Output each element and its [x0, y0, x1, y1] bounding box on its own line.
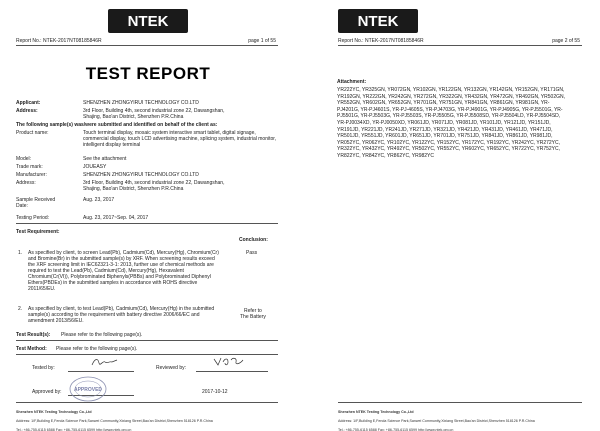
ntek-logo — [338, 9, 418, 33]
footer-contact: Tel.: +86-755-6115 6588 Fax: +86-755-6115 6599 http://www.ntek.org.cn — [16, 427, 132, 431]
reviewed-by-line — [196, 371, 268, 372]
requirement-item-2-conclusion: Refer to The Battery — [240, 308, 266, 320]
section-rule — [16, 223, 278, 224]
test-method-label: Test Method: — [16, 346, 47, 352]
requirement-item-2-number: 2. — [18, 306, 23, 312]
requirement-item-1-conclusion: Pass — [246, 250, 258, 256]
page-indicator: page 1 of 55 — [248, 38, 276, 44]
requirement-item-1-number: 1. — [18, 250, 23, 256]
approved-stamp — [68, 375, 108, 403]
samples-heading: The following sample(s) was/were submitted and identified on behalf of the client as: — [16, 122, 218, 128]
trade-mark-label: Trade mark: — [16, 164, 43, 170]
applicant-value: SHENZHEN ZHONGYIRUI TECHNOLOGY CO.LTD — [83, 100, 199, 106]
logo-text: NTEK — [357, 13, 399, 30]
footer-company: Shenzhen NTEK Testing Technology Co.,Ltd — [16, 409, 92, 414]
tested-by-signature — [90, 356, 120, 369]
report-title: TEST REPORT — [85, 64, 211, 83]
attachment-model-list: YR222YC, YR325GN, YR072GN, YR102GN, YR122GN, YR132GN, YR142GN, YR152GN, YR171GN, YR192GN, YR222GN, YR242GN, YR272GN, YR322GN, YR432GN, YR472GN, YR492GN, YR502GN, YR552GN, YR602GN, YR652GN, YR701GN, YR751GN, YR841GN, YR861GN, YR981GN, YR-PJ4201G, YR-PJ4601S, YR-PJ-4605S, YR-PJ4703G, YR-PJ4901G, YR-PJ4905G, YR-PJ5501G, YR-PJ5501G, YR-PJ5503G, YR-PJ5503S, YR-PJ5505G, YR-PJ5508SD, YR-PJ5504LD, YR-PJ5504SD, YR-PJ0034XD, YR-PJ0050XD, YR061JD, YR071JD, YR081JD, YR101JD, YR121JD, YR151JD, YR191JD, YR221JD, YR241JD, YR271JD, YR321JD, YR421JD, YR431JD, YR461JD, YR471JD, YR501JD, YR551JD, YR601JD, YR651JD, YR701JD, YR751JD, YR841JD, YR861JD, YR981JD, YR052YC, YR062YC, YR102YC, YR122YC, YR152YC, YR172YC, YR192YC, YR242YC, YR272YC, YR322YC, YR432YC, YR492YC, YR502YC, YR552YC, YR602YC, YR652YC, YR722YC, YR752YC, YR822YC, YR842YC, YR862YC, YR982YC — [337, 87, 565, 159]
footer-address: Address: 1/F,Building E,Fenda Science Park,Sanwei Community,Xixiang Street,Bao'an District,Shenzhen 518126 P.R.China — [16, 418, 213, 423]
applicant-address-label: Address: — [16, 108, 38, 114]
requirement-heading: Test Requirement: — [16, 229, 60, 235]
test-method-value: Please refer to the following page(s). — [56, 346, 138, 352]
report-page-2 — [310, 0, 594, 431]
approved-by-label: Approved by: — [32, 389, 62, 395]
model-value: See the attachment — [83, 156, 127, 162]
applicant-label: Applicant: — [16, 100, 41, 106]
product-value: Touch terminal display, mosaic system interactive smart tablet, digital signage, commercial display, touch LCD advertising machine, splicing system, industrial monitor, intelligent display terminal — [83, 130, 277, 148]
model-label: Model: — [16, 156, 32, 162]
logo-text: NTEK — [127, 13, 169, 30]
testing-period-label: Testing Period: — [16, 215, 50, 221]
footer-rule — [338, 402, 582, 403]
approved-date: 2017-10-12 — [202, 389, 228, 395]
footer — [310, 405, 594, 431]
footer-contact: Tel.: +86-755-6115 6588 Fax: +86-755-6115 6599 http://www.ntek.org.cn — [338, 427, 454, 431]
tested-by-label: Tested by: — [32, 365, 55, 371]
test-result-value: Please refer to the following page(s). — [61, 332, 143, 338]
stamp-text: APPROVED — [73, 387, 103, 393]
manufacturer-label: Manufacturer: — [16, 172, 47, 178]
report-page-1 — [6, 0, 290, 431]
footer-rule — [16, 402, 278, 403]
report-number: Report No.: NTEK-2017NT08185846R — [16, 38, 102, 44]
testing-period-value: Aug. 23, 2017~Sep. 04, 2017 — [83, 215, 149, 221]
page-indicator: page 2 of 55 — [552, 38, 580, 44]
reviewed-by-label: Reviewed by: — [156, 365, 187, 371]
sample-received-value: Aug. 23, 2017 — [83, 197, 115, 203]
trade-mark-value: JOUEASY — [83, 164, 107, 170]
footer — [6, 405, 290, 431]
product-label: Product name: — [16, 130, 49, 136]
requirement-item-1: As specified by client, to screen Lead(Pb), Cadmium(Cd), Mercury(Hg), Chromium(Cr) and Bromine(Br) in the submitted sample(s) by XRF. When screening results exceed the XRF screening limit in IEC62321-3-1: 2013, further use of chemical methods are required to test the Lead(Pb), Cadmium(Cd), Mercury(Hg), Hexavalent Chromium(Cr(VI)), Polybrominated Biphenyls(PBBs) and Polybrominated Diphenyl Ethers(PBDEs) in the submitted samples in accordance with ROHS directive 2011/65/EU. — [28, 250, 219, 292]
footer-company: Shenzhen NTEK Testing Technology Co.,Ltd — [338, 409, 414, 414]
header-rule — [338, 45, 582, 46]
reviewed-by-signature — [212, 355, 246, 368]
attachment-label: Attachment: — [337, 79, 367, 85]
report-number: Report No.: NTEK-2017NT08185846R — [338, 38, 424, 44]
footer-address: Address: 1/F,Building E,Fenda Science Park,Sanwei Community,Xixiang Street,Bao'an District,Shenzhen 518126 P.R.China — [338, 418, 535, 423]
sample-received-label: Sample Received Date: — [16, 197, 56, 209]
test-result-label: Test Result(s): — [16, 332, 51, 338]
tested-by-line — [68, 371, 134, 372]
conclusion-heading: Conclusion: — [239, 237, 268, 243]
manufacturer-address: 3rd Floor, Building 4th, second industrial zone 22, Dawangshan, Shajing, Bao'an District, Shenzhen P.R.China — [83, 180, 225, 192]
header-rule — [16, 45, 278, 46]
result-rule — [16, 340, 278, 341]
ntek-logo — [108, 9, 188, 33]
manufacturer-value: SHENZHEN ZHONGYIRUI TECHNOLOGY CO.LTD — [83, 172, 199, 178]
applicant-address: 3rd Floor, Building 4th, second industrial zone 22, Dawangshan, Shajing, Bao'an District, Shenzhen P.R.China — [83, 108, 225, 120]
requirement-item-2: As specified by client, to test Lead(Pb), Cadmium(Cd), Mercury(Hg) in the submitted sample(s) according to the requirement with battery directive 2006/66/EC and amendment 2013/56/EU. — [28, 306, 215, 324]
manufacturer-address-label: Address: — [16, 180, 36, 186]
